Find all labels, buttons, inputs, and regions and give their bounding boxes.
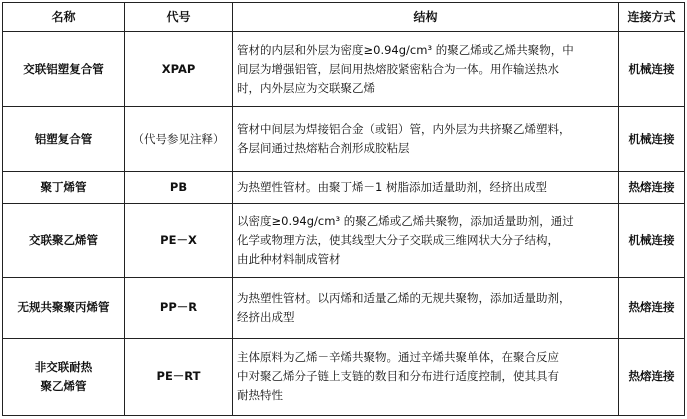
pipe-name-line: 非交联耐热 xyxy=(34,359,93,374)
pipe-structure xyxy=(233,32,619,107)
structure-line: 以密度≥0.94g/cm³ 的聚乙烯或乙烯共聚物，添加适量助剂，通过 xyxy=(237,213,574,228)
structure-line: 时，内外层应为交联聚乙烯 xyxy=(237,80,375,95)
pipe-connection: 机械连接 xyxy=(619,107,685,172)
structure-line: 中对聚乙烯分子链上支链的数目和分布进行适度控制，使其具有 xyxy=(237,369,559,384)
table-row xyxy=(3,107,685,172)
pipe-name: 聚丁烯管 xyxy=(3,172,125,203)
table-row xyxy=(3,172,685,203)
pipe-code: XPAP xyxy=(125,32,233,107)
pipe-structure xyxy=(233,107,619,172)
pipe-code: PP－R xyxy=(125,277,233,338)
pipe-name-line: 聚乙烯管 xyxy=(40,378,87,393)
pipe-connection: 热熔连接 xyxy=(619,277,685,338)
pipe-connection: 热熔连接 xyxy=(619,172,685,203)
pipe-name: 交联聚乙烯管 xyxy=(3,203,125,277)
table-row xyxy=(3,277,685,338)
structure-line: 间层为增强铝管，层间用热熔胶紧密粘合为一体。用作输送热水 xyxy=(237,61,559,76)
table-row xyxy=(3,338,685,415)
pipe-comparison-table xyxy=(2,2,685,416)
pipe-connection: 机械连接 xyxy=(619,203,685,277)
pipe-name: 无规共聚聚丙烯管 xyxy=(3,277,125,338)
structure-line: 由此种材料制成管材 xyxy=(237,251,341,266)
pipe-structure xyxy=(233,277,619,338)
structure-line: 管材的内层和外层为密度≥0.94g/cm³ 的聚乙烯或乙烯共聚物，中 xyxy=(237,42,574,57)
structure-line: 为热塑性管材。由聚丁烯－1 树脂添加适量助剂，经挤出成型 xyxy=(237,179,547,194)
pipe-name: 铝塑复合管 xyxy=(3,107,125,172)
pipe-code: PE－RT xyxy=(125,338,233,415)
structure-line: 各层间通过热熔粘合剂形成胶粘层 xyxy=(237,141,410,156)
pipe-structure xyxy=(233,338,619,415)
structure-line: 主体原料为乙烯－辛烯共聚物。通过辛烯共聚单体，在聚合反应 xyxy=(237,350,559,365)
header-connection: 连接方式 xyxy=(619,3,685,32)
header-structure: 结构 xyxy=(233,3,619,32)
structure-line: 化学或物理方法，使其线型大分子交联成三维网状大分子结构， xyxy=(237,232,559,247)
pipe-code: （代号参见注释） xyxy=(125,107,233,172)
pipe-connection: 机械连接 xyxy=(619,32,685,107)
pipe-name: 交联铝塑复合管 xyxy=(3,32,125,107)
structure-line: 为热塑性管材。以丙烯和适量乙烯的无规共聚物，添加适量助剂， xyxy=(237,290,571,305)
header-code: 代号 xyxy=(125,3,233,32)
table-row xyxy=(3,203,685,277)
structure-line: 耐热特性 xyxy=(237,388,283,403)
pipe-connection: 热熔连接 xyxy=(619,338,685,415)
structure-line: 管材中间层为焊接铝合金（或铝）管，内外层为共挤聚乙烯塑料， xyxy=(237,122,571,137)
pipe-structure xyxy=(233,172,619,203)
pipe-structure xyxy=(233,203,619,277)
structure-line: 经挤出成型 xyxy=(237,309,295,324)
pipe-code: PB xyxy=(125,172,233,203)
header-name: 名称 xyxy=(3,3,125,32)
table-header-row xyxy=(3,3,685,32)
pipe-code: PE－X xyxy=(125,203,233,277)
pipe-name xyxy=(3,338,125,415)
table-row xyxy=(3,32,685,107)
